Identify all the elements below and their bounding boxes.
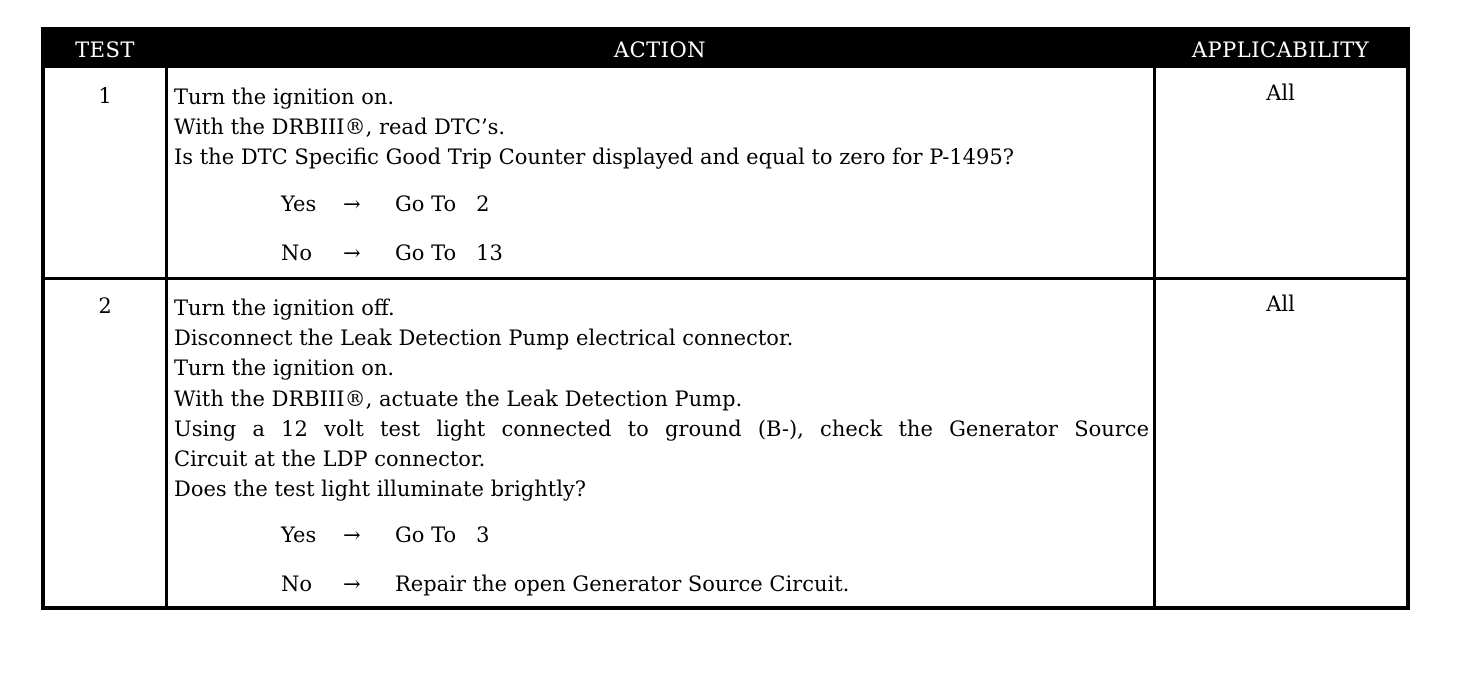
option-result: Go To 3 [395, 523, 490, 547]
test-number: 2 [98, 294, 112, 318]
action-line: Circuit at the LDP connector. [174, 447, 486, 472]
option-label: No [281, 572, 313, 596]
action-line: Does the test light illuminate brightly? [174, 477, 587, 502]
applicability-value: All [1266, 292, 1295, 316]
applicability-value: All [1266, 81, 1295, 105]
action-line: With the DRBIII®, read DTC’s. [174, 115, 506, 140]
option-label: No [281, 241, 313, 265]
action-text [174, 82, 1149, 173]
arrow-icon: → [343, 241, 361, 265]
table-header [45, 31, 1406, 68]
arrow-icon: → [343, 523, 361, 547]
diagnostic-test-table [41, 27, 1410, 610]
arrow-icon: → [343, 572, 361, 596]
row-divider [45, 277, 1406, 280]
option-no [281, 241, 503, 265]
action-line: Disconnect the Leak Detection Pump electrical connector. [174, 326, 794, 351]
action-line: Using a 12 volt test light connected to ground (B-), check the Generator Source [174, 416, 1149, 441]
action-line: Turn the ignition on. [174, 85, 395, 109]
option-label: Yes [281, 192, 317, 216]
option-label: Yes [281, 523, 317, 547]
option-yes [281, 192, 490, 216]
action-line: Turn the ignition on. [174, 356, 395, 381]
column-divider [1153, 68, 1156, 610]
header-action: ACTION [613, 38, 707, 62]
header-test: TEST [75, 38, 135, 62]
action-line: With the DRBIII®, actuate the Leak Detection Pump. [174, 386, 743, 411]
action-line: Is the DTC Specific Good Trip Counter displayed and equal to zero for P-1495? [174, 145, 1014, 170]
action-line: Turn the ignition off. [174, 296, 395, 320]
option-no [281, 572, 849, 596]
option-yes [281, 523, 490, 547]
option-result: Go To 2 [395, 192, 490, 216]
header-applicability: APPLICABILITY [1191, 38, 1370, 62]
action-text [174, 293, 1149, 504]
column-divider [165, 68, 168, 610]
option-result: Go To 13 [395, 241, 503, 265]
option-result: Repair the open Generator Source Circuit. [395, 572, 850, 596]
arrow-icon: → [343, 192, 361, 216]
test-number: 1 [98, 84, 112, 108]
